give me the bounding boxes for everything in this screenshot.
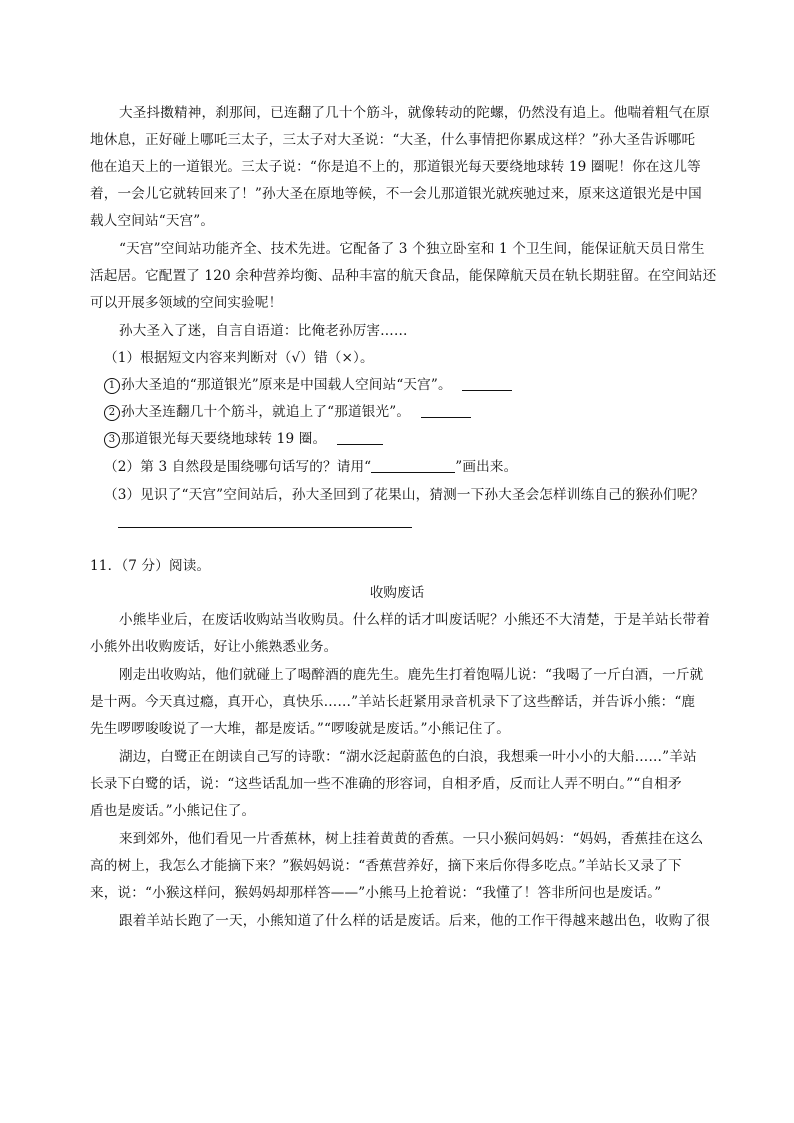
passage1-para1-line-5: 载人空间站“天宫”。	[90, 213, 215, 229]
question-2	[104, 457, 714, 477]
q11-line-10: 高的树上，我怎么才能摘下来？”猴妈妈说：“香蕉营养好，摘下来后你得多吃点。”羊站长又录了下	[90, 858, 682, 874]
passage1-para1-line-2: 地休息，正好碰上哪吒三太子，三太子对大圣说：“大圣，什么事情把你累成这样？”孙大圣告诉哪吒	[90, 132, 696, 148]
q11-line-7: 长录下白鹭的话，说：“这些话乱加一些不准确的形容词，自相矛盾，反而让人弄不明白。”“自相矛	[90, 776, 682, 792]
question-11-header: 11．（7 分）阅读。	[90, 558, 211, 574]
passage1-para1-line-4: 着，一会儿它就转回来了！”孙大圣在原地等候，不一会儿那道银光就疾驰过来，原来这道银光是中国	[90, 186, 702, 202]
q11-line-8: 盾也是废话。”小熊记住了。	[90, 803, 256, 819]
passage-title: 收购废话	[369, 585, 425, 601]
question-1-option-3	[104, 429, 714, 449]
passage1-para2-line-3: 可以开展多领域的空间实验呢！	[90, 295, 283, 311]
question-2-text-start: （2）第 3 自然段是围绕哪句话写的？请用“	[104, 459, 372, 475]
answer-blank-2[interactable]	[421, 403, 471, 418]
passage1-para2-line-1: “天宫”空间站功能齐全、技术先进。它配备了 3 个独立卧室和 1 个卫生间，能保证航天员日常生	[119, 241, 705, 257]
circled-number-1: 1	[104, 378, 120, 394]
passage1-para3: 孙大圣入了迷，自言自语道：比俺老孙厉害……	[119, 323, 408, 339]
passage1-para1-line-1: 大圣抖擞精神，刹那间，已连翻了几十个筋斗，就像转动的陀螺，仍然没有追上。他喘着粗气在原	[119, 105, 710, 121]
question-1-option-2	[104, 402, 714, 422]
q11-line-12: 跟着羊站长跑了一天，小熊知道了什么样的话是废话。后来，他的工作干得越来越出色，收购了很	[119, 913, 710, 929]
answer-blank-1[interactable]	[462, 376, 512, 391]
option-2-text: 孙大圣连翻几十个筋斗，就追上了“那道银光”。	[121, 404, 411, 420]
circled-number-2: 2	[104, 405, 120, 421]
question-1-prompt: （1）根据短文内容来判断对（√）错（×）。	[104, 350, 374, 366]
q11-line-5: 先生啰啰唆唆说了一大堆，都是废话。”“啰唆就是废话。”小熊记住了。	[90, 721, 511, 737]
passage1-para1-line-3: 他在追天上的一道银光。三太子说：“你是追不上的，那道银光每天要绕地球转 19 圈呢！你在这儿等	[90, 159, 701, 175]
option-3-text: 那道银光每天要绕地球转 19 圈。	[121, 431, 327, 447]
question-3-answer-line[interactable]	[118, 527, 412, 528]
q11-line-1: 小熊毕业后，在废话收购站当收购员。什么样的话才叫废话呢？小熊还不大清楚，于是羊站长带着	[119, 612, 710, 628]
answer-blank-3[interactable]	[337, 430, 383, 445]
q11-line-6: 湖边，白鹭正在朗读自己写的诗歌：“湖水泛起蔚蓝色的白浪，我想乘一叶小小的大船……”羊站	[119, 749, 697, 765]
q11-line-2: 小熊外出收购废话，好让小熊熟悉业务。	[90, 639, 338, 655]
question-2-text-end: ”画出来。	[455, 459, 518, 475]
option-1-text: 孙大圣追的“那道银光”原来是中国载人空间站“天宫”。	[121, 377, 452, 393]
q11-line-4: 是十两。今天真过瘾，真开心，真快乐……”羊站长赶紧用录音机录下了这些醉话，并告诉小熊：“鹿	[90, 694, 696, 710]
answer-underline-sample	[371, 458, 455, 473]
passage1-para2-line-2: 活起居。它配置了 120 余种营养均衡、品种丰富的航天食品，能保障航天员在轨长期驻留。在空间站还	[90, 268, 717, 284]
q11-line-9: 来到郊外，他们看见一片香蕉林，树上挂着黄黄的香蕉。一只小猴问妈妈：“妈妈，香蕉挂在这么	[119, 831, 704, 847]
question-1-option-1	[104, 375, 714, 395]
q11-line-3: 刚走出收购站，他们就碰上了喝醉酒的鹿先生。鹿先生打着饱嗝儿说：“我喝了一斤白酒，一斤就	[119, 667, 704, 683]
circled-number-3: 3	[104, 432, 120, 448]
question-3: （3）见识了“天宫”空间站后，孙大圣回到了花果山，猜测一下孙大圣会怎样训练自己的猴孙们呢？	[104, 487, 705, 503]
q11-line-11: 来，说：“小猴这样问，猴妈妈却那样答——”小熊马上抢着说：“我懂了！答非所问也是废话。”	[90, 885, 662, 901]
